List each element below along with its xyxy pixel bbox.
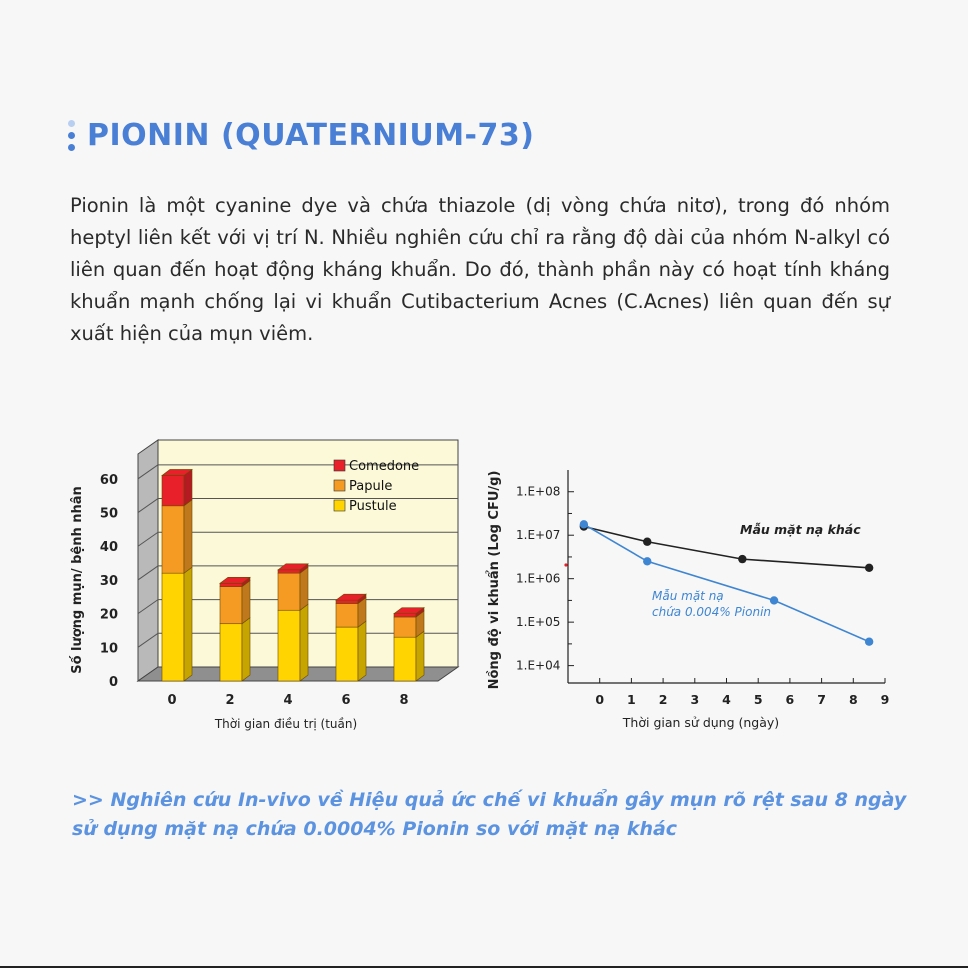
bar-segment-papule [278, 573, 300, 610]
legend-swatch [334, 500, 345, 511]
data-point [580, 520, 588, 528]
page-title: PIONIN (QUATERNIUM-73) [87, 118, 535, 153]
x-tick-label: 7 [817, 692, 826, 707]
bar-segment-comedone [278, 570, 300, 573]
x-tick-label: 2 [658, 692, 668, 707]
bar-segment-pustule [278, 610, 300, 681]
x-tick-label: 1 [627, 692, 636, 707]
series-annotation: Mẫu mặt nạ [652, 589, 724, 603]
data-point [643, 538, 651, 546]
bar-segment-comedone [394, 614, 416, 617]
x-tick-label: 0 [595, 692, 605, 707]
x-tick-label: 8 [848, 692, 858, 707]
data-point [738, 555, 746, 563]
y-tick-label: 1.E+05 [516, 615, 561, 630]
series-line-1 [584, 524, 869, 641]
series-annotation: Mẫu mặt nạ khác [740, 522, 861, 537]
legend-swatch [334, 480, 345, 491]
x-tick-label: 4 [722, 692, 731, 707]
axis-marker [564, 563, 567, 566]
legend-entry: Comedone [349, 459, 420, 474]
bar-segment-side [300, 604, 308, 681]
bar-segment-side [184, 567, 192, 681]
bar-segment-side [358, 621, 366, 681]
bar-segment-comedone [336, 600, 358, 603]
data-point [865, 564, 873, 572]
y-tick-label: 50 [99, 506, 118, 522]
bar-segment-side [300, 567, 308, 610]
x-tick-label: 4 [283, 693, 293, 708]
data-point [643, 557, 651, 565]
y-tick-label: 0 [108, 675, 118, 690]
bar-chart [70, 440, 458, 731]
y-tick-label: 30 [99, 573, 118, 589]
bar-segment-side [242, 618, 250, 681]
y-axis-label: Số lượng mụn/ bệnh nhân [70, 486, 85, 674]
x-tick-label: 8 [399, 693, 409, 708]
y-axis-label: Nồng độ vi khuẩn (Log CFU/g) [487, 470, 502, 690]
x-tick-label: 9 [880, 692, 890, 707]
bar-segment-comedone [220, 583, 242, 586]
study-caption: >> Nghiên cứu In-vivo về Hiệu quả ức chế vi khuẩn gây mụn rõ rệt sau 8 ngày sử dụng mặt nạ chứa 0.0004% Pionin so với mặt nạ khác [72, 789, 907, 840]
x-tick-label: 5 [753, 692, 763, 707]
bar-segment-pustule [336, 627, 358, 681]
bar-segment-pustule [162, 573, 184, 681]
x-tick-label: 3 [690, 692, 700, 707]
y-tick-label: 1.E+08 [516, 484, 561, 499]
x-tick-label: 0 [167, 693, 177, 708]
intro-paragraph: Pionin là một cyanine dye và chứa thiazole (dị vòng chứa nitơ), trong đó nhóm heptyl liên kết với vị trí N. Nhiều nghiên cứu chỉ ra rằng độ dài của nhóm N-alkyl có liên quan đến hoạt động kháng khuẩn. Do đó, thành phần này có hoạt tính kháng khuẩn mạnh chống lại vi khuẩn Cutibacterium Acnes (C.Acnes) liên quan đến sự xuất hiện của mụn viêm. [70, 193, 890, 345]
bar-segment-papule [394, 617, 416, 637]
data-point [770, 596, 778, 604]
data-point [865, 638, 873, 646]
y-tick-label: 1.E+04 [516, 658, 561, 673]
bar-segment-side [416, 631, 424, 681]
bar-segment-pustule [220, 624, 242, 681]
y-tick-label: 20 [99, 607, 118, 623]
x-tick-label: 6 [341, 693, 351, 708]
legend-entry: Papule [349, 479, 393, 494]
y-tick-label: 1.E+07 [516, 528, 561, 543]
x-tick-label: 6 [785, 692, 795, 707]
bar-segment-papule [220, 587, 242, 624]
bar-segment-side [242, 581, 250, 624]
bar-segment-pustule [394, 637, 416, 681]
y-tick-label: 1.E+06 [516, 571, 561, 586]
bar-segment-side [184, 500, 192, 573]
y-tick-label: 10 [99, 641, 118, 657]
x-axis-label: Thời gian điều trị (tuần) [214, 717, 358, 731]
bar-segment-papule [336, 604, 358, 628]
legend-entry: Pustule [349, 499, 397, 514]
legend-swatch [334, 460, 345, 471]
x-axis-label: Thời gian sử dụng (ngày) [622, 715, 780, 730]
bar-segment-papule [162, 506, 184, 573]
y-tick-label: 40 [99, 540, 118, 556]
x-tick-label: 2 [225, 693, 235, 708]
series-annotation: chứa 0.004% Pionin [652, 605, 772, 619]
bar-segment-comedone [162, 475, 184, 505]
line-chart [486, 470, 889, 730]
y-tick-label: 60 [99, 472, 118, 488]
